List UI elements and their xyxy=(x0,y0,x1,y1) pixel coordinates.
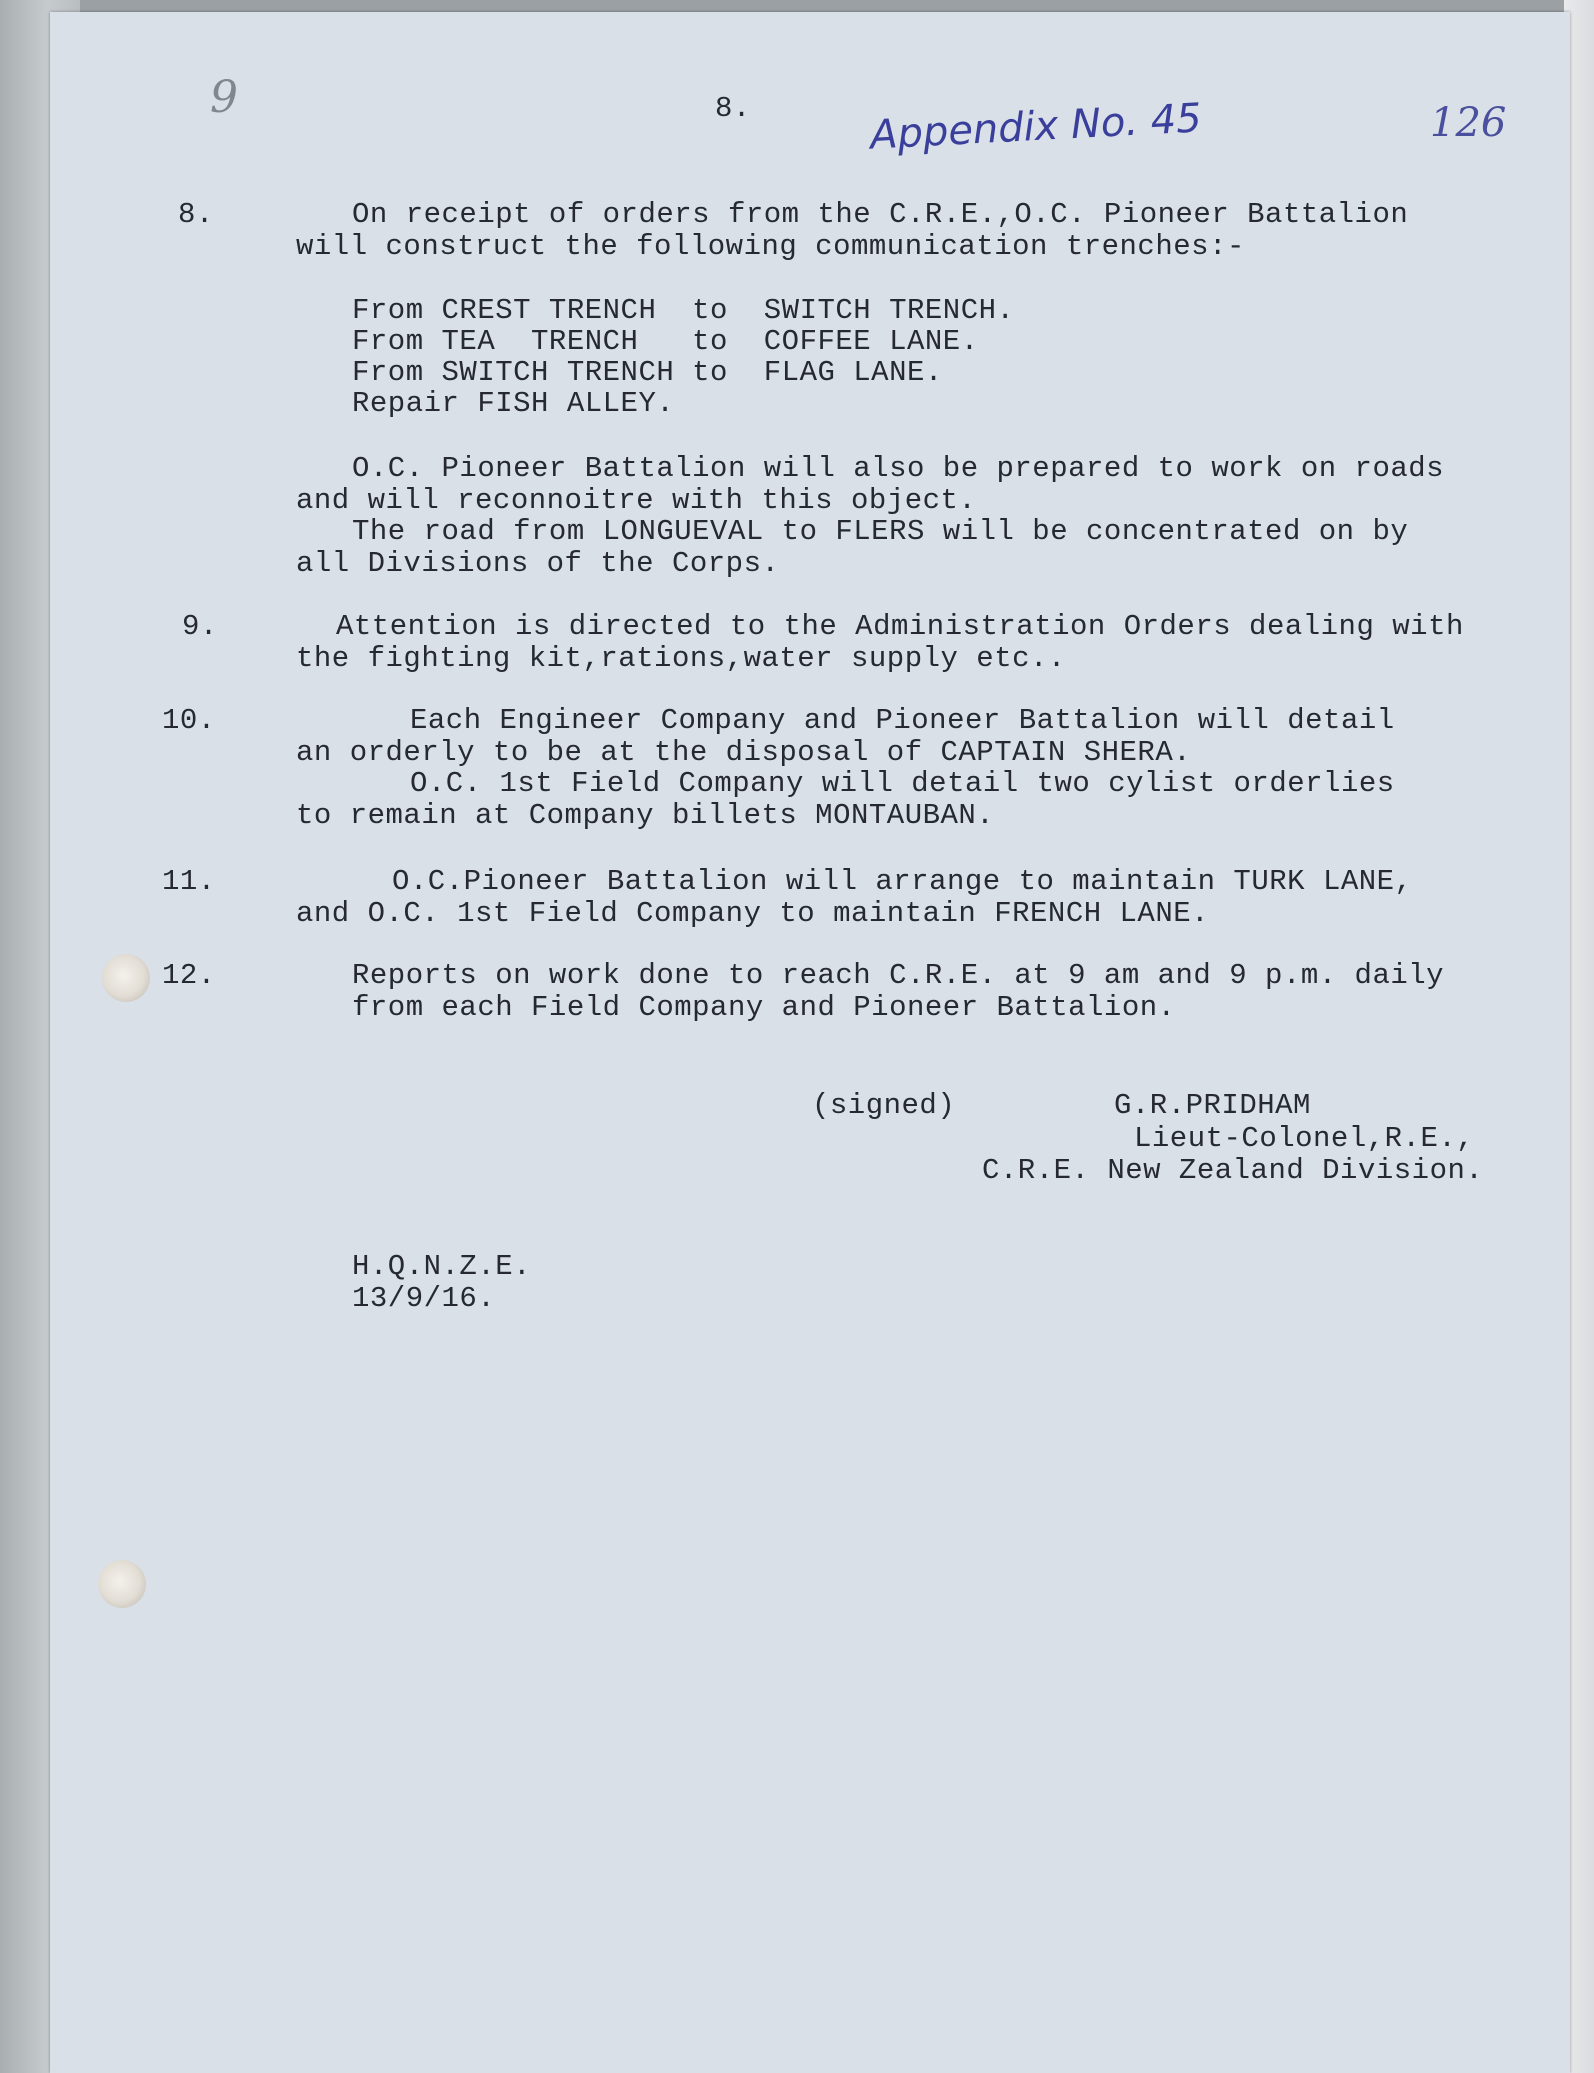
document-page xyxy=(50,12,1570,2073)
para-11-line-1: O.C.Pioneer Battalion will arrange to maintain TURK LANE, xyxy=(392,865,1413,898)
para-11-line-2: and O.C. 1st Field Company to maintain FRENCH LANE. xyxy=(296,897,1210,930)
para-10-line-3: O.C. 1st Field Company will detail two cylist orderlies xyxy=(410,767,1395,800)
para-11-number: 11. xyxy=(162,865,216,898)
para-12-line-2: from each Field Company and Pioneer Battalion. xyxy=(352,991,1176,1024)
para-10-line-4: to remain at Company billets MONTAUBAN. xyxy=(296,799,995,832)
trench-line-2: From TEA TRENCH to COFFEE LANE. xyxy=(352,325,979,358)
pencil-mark: 9 xyxy=(210,72,238,123)
trench-line-3: From SWITCH TRENCH to FLAG LANE. xyxy=(352,356,943,389)
signatory-rank: Lieut-Colonel,R.E., xyxy=(1134,1122,1475,1155)
para-12-line-1: Reports on work done to reach C.R.E. at 9 am and 9 p.m. daily xyxy=(352,959,1445,992)
para-9-line-1: Attention is directed to the Administration Orders dealing with xyxy=(336,610,1464,643)
signed-label: (signed) xyxy=(812,1089,956,1122)
signatory-unit: C.R.E. New Zealand Division. xyxy=(982,1154,1484,1187)
trench-line-1: From CREST TRENCH to SWITCH TRENCH. xyxy=(352,294,1015,327)
para-9-line-2: the fighting kit,rations,water supply etc.. xyxy=(296,642,1066,675)
roads-line-2: and will reconnoitre with this object. xyxy=(296,484,977,517)
para-10-number: 10. xyxy=(162,704,216,737)
para-8-number: 8. xyxy=(178,198,214,231)
para-12-number: 12. xyxy=(162,959,216,992)
punch-hole-lower xyxy=(98,1560,146,1608)
para-8-line-2: will construct the following communication trenches:- xyxy=(296,230,1245,263)
para-8-line-1: On receipt of orders from the C.R.E.,O.C. Pioneer Battalion xyxy=(352,198,1409,231)
roads-line-4: all Divisions of the Corps. xyxy=(296,547,780,580)
para-9-number: 9. xyxy=(182,610,218,643)
appendix-number: 45 xyxy=(1149,95,1203,144)
folio-number: 126 xyxy=(1430,100,1507,146)
para-10-line-2: an orderly to be at the disposal of CAPTAIN SHERA. xyxy=(296,736,1192,769)
punch-hole-upper xyxy=(102,954,150,1002)
hq-reference: H.Q.N.Z.E. xyxy=(352,1250,532,1283)
para-10-line-1: Each Engineer Company and Pioneer Battalion will detail xyxy=(410,704,1395,737)
appendix-label: Appendix No. xyxy=(869,98,1140,159)
appendix-stamp xyxy=(869,95,1203,158)
roads-line-1: O.C. Pioneer Battalion will also be prepared to work on roads xyxy=(352,452,1445,485)
signatory-name: G.R.PRIDHAM xyxy=(1114,1089,1311,1122)
trench-line-4: Repair FISH ALLEY. xyxy=(352,387,675,420)
roads-line-3: The road from LONGUEVAL to FLERS will be concentrated on by xyxy=(352,515,1409,548)
page-number: 8. xyxy=(715,92,751,125)
document-date: 13/9/16. xyxy=(352,1282,496,1315)
